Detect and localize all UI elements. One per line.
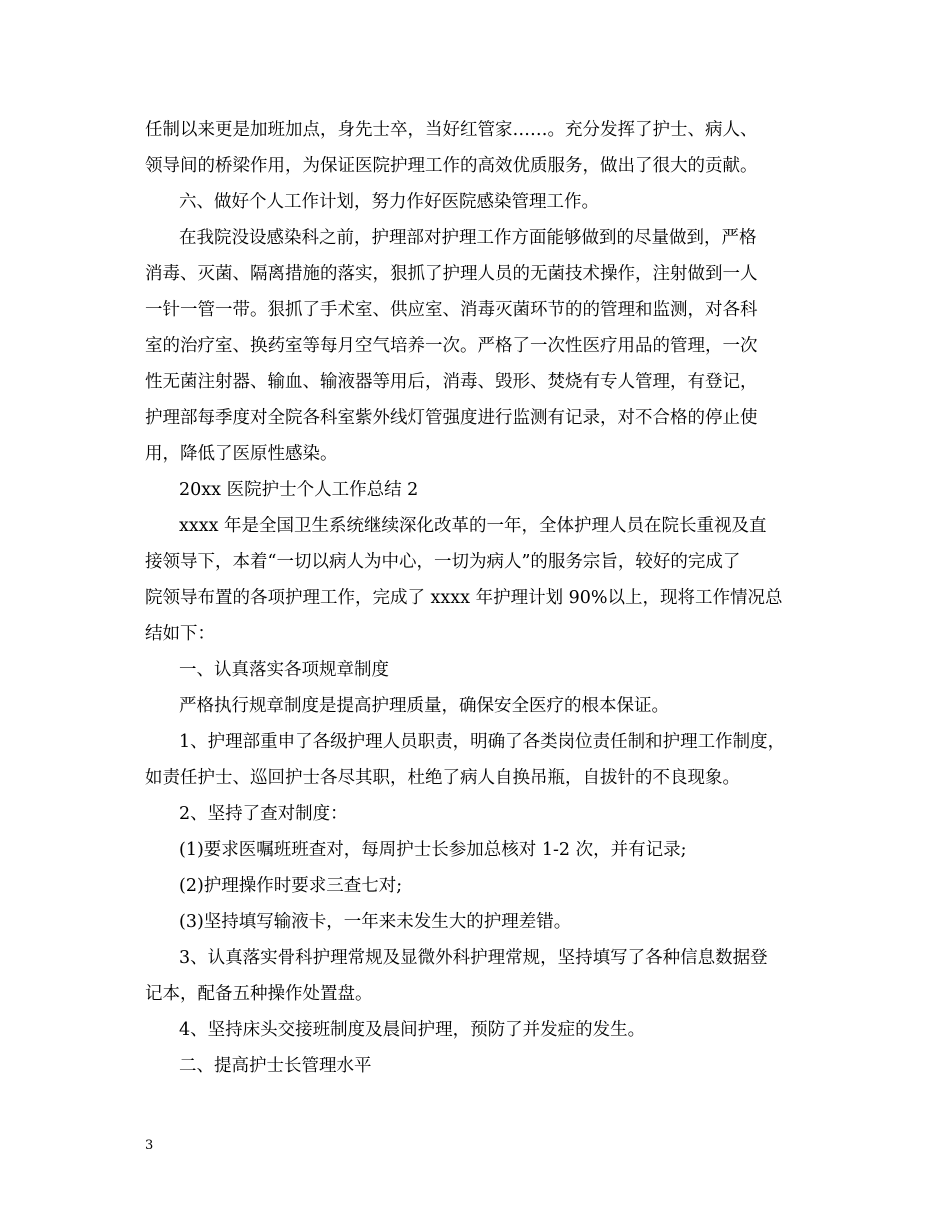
- text-line: 院领导布置的各项护理工作，完成了 xxxx 年护理计划 90%以上，现将工作情况总: [145, 588, 783, 608]
- text-line: 任制以来更是加班加点，身先士卒，当好红管家……。充分发挥了护士、病人、: [145, 120, 758, 140]
- document-body: [145, 112, 810, 1084]
- text-line: (3)坚持填写输液卡，一年来未发生大的护理差错。: [179, 912, 572, 932]
- text-line: 20xx 医院护士个人工作总结 2: [179, 480, 419, 500]
- text-line: 用，降低了医原性感染。: [145, 444, 338, 464]
- text-line: 一针一管一带。狠抓了手术室、供应室、消毒灭菌环节的的管理和监测，对各科: [145, 300, 758, 320]
- text-line: 六、做好个人工作计划，努力作好医院感染管理工作。: [179, 192, 599, 212]
- page-number: 3: [145, 1138, 154, 1153]
- text-line: 室的治疗室、换药室等每月空气培养一次。严格了一次性医疗用品的管理，一次: [145, 336, 758, 356]
- text-line: 4、坚持床头交接班制度及晨间护理，预防了并发症的发生。: [179, 1020, 646, 1040]
- text-line: 领导间的桥梁作用，为保证医院护理工作的高效优质服务，做出了很大的贡献。: [145, 156, 758, 176]
- text-line: (2)护理操作时要求三查七对;: [179, 876, 403, 896]
- text-line: 性无菌注射器、输血、输液器等用后，消毒、毁形、焚烧有专人管理，有登记，: [145, 372, 758, 392]
- text-line: 消毒、灭菌、隔离措施的落实，狠抓了护理人员的无菌技术操作，注射做到一人: [145, 264, 758, 284]
- text-line: 接领导下，本着“一切以病人为中心，一切为病人”的服务宗旨，较好的完成了: [145, 552, 741, 572]
- text-line: 2、坚持了查对制度：: [179, 804, 348, 824]
- text-line: 在我院没设感染科之前，护理部对护理工作方面能够做到的尽量做到，严格: [179, 228, 757, 248]
- text-line: 1、护理部重申了各级护理人员职责，明确了各类岗位责任制和护理工作制度，: [179, 732, 786, 752]
- text-line: 护理部每季度对全院各科室紫外线灯管强度进行监测有记录，对不合格的停止使: [145, 408, 758, 428]
- text-line: 如责任护士、巡回护士各尽其职，杜绝了病人自换吊瓶，自拔针的不良现象。: [145, 768, 740, 788]
- text-line: 二、提高护士长管理水平: [179, 1056, 372, 1076]
- text-line: xxxx 年是全国卫生系统继续深化改革的一年，全体护理人员在院长重视及直: [179, 516, 767, 536]
- text-line: 记本，配备五种操作处置盘。: [145, 984, 373, 1004]
- text-line: 严格执行规章制度是提高护理质量，确保安全医疗的根本保证。: [179, 696, 669, 716]
- text-line: (1)要求医嘱班班查对，每周护士长参加总核对 1-2 次，并有记录;: [179, 840, 687, 860]
- text-line: 结如下：: [145, 624, 215, 644]
- text-line: 一、认真落实各项规章制度: [179, 660, 389, 680]
- text-line: 3、认真落实骨科护理常规及显微外科护理常规，坚持填写了各种信息数据登: [179, 948, 768, 968]
